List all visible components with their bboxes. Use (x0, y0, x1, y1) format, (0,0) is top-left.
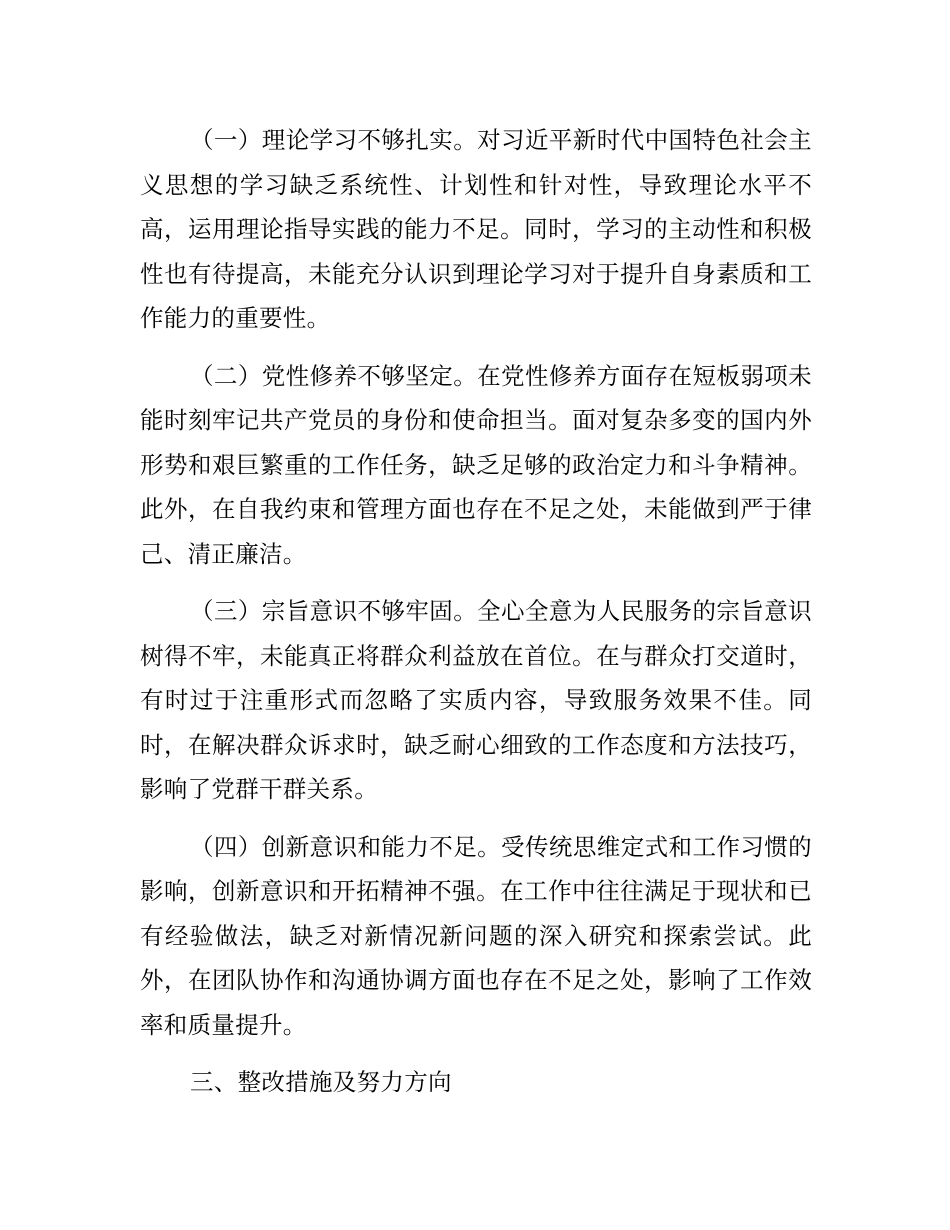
document-body (140, 118, 812, 1105)
paragraph-theory-study: （一）理论学习不够扎实。对习近平新时代中国特色社会主义思想的学习缺乏系统性、计划性和针对性，导致理论水平不高，运用理论指导实践的能力不足。同时，学习的主动性和积极性也有待提高，未能充分认识到理论学习对于提升自身素质和工作能力的重要性。 (140, 126, 812, 332)
paragraph-party-cultivation: （二）党性修养不够坚定。在党性修养方面存在短板弱项未能时刻牢记共产党员的身份和使命担当。面对复杂多变的国内外形势和艰巨繁重的工作任务，缺乏足够的政治定力和斗争精神。此外，在自我约束和管理方面也存在不足之处，未能做到严于律己、清正廉洁。 (140, 361, 812, 568)
paragraph-purpose-awareness: （三）宗旨意识不够牢固。全心全意为人民服务的宗旨意识树得不牢，未能真正将群众利益放在首位。在与群众打交道时，有时过于注重形式而忽略了实质内容，导致服务效果不佳。同时，在解决群众诉求时，缺乏耐心细致的工作态度和方法技巧，影响了党群干群关系。 (140, 597, 812, 803)
section-heading: 三、整改措施及努力方向 (190, 1068, 452, 1096)
paragraph-innovation: （四）创新意识和能力不足。受传统思维定式和工作习惯的影响，创新意识和开拓精神不强。在工作中往往满足于现状和已有经验做法，缺乏对新情况新问题的深入研究和探索尝试。此外，在团队协作和沟通协调方面也存在不足之处，影响了工作效率和质量提升。 (140, 832, 812, 1039)
